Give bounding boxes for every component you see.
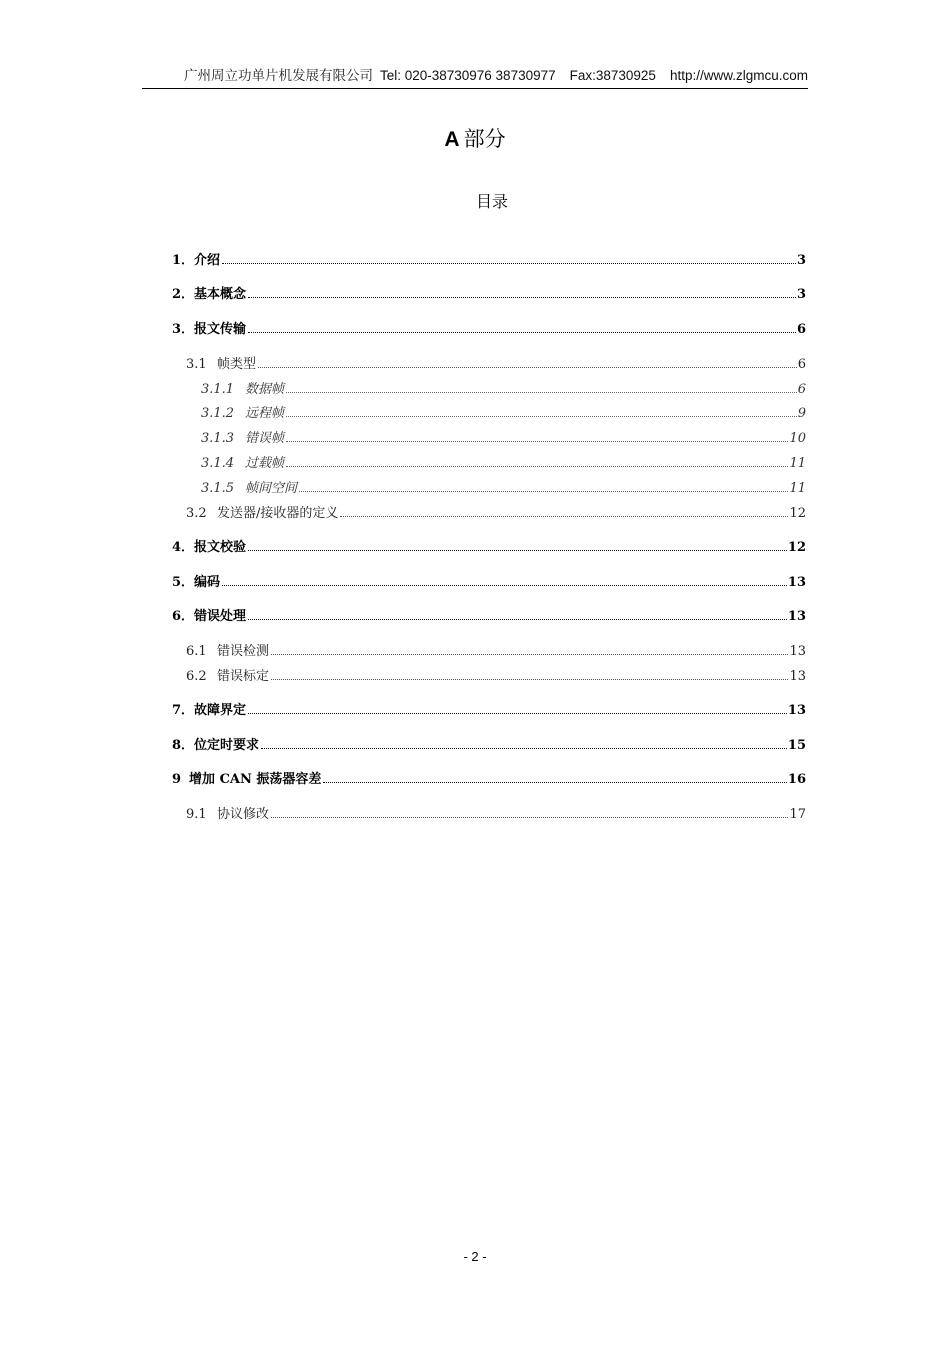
toc-entry-page: 9 [797, 406, 806, 421]
toc-entry[interactable] [172, 320, 806, 340]
toc-entry[interactable] [172, 251, 806, 271]
toc-entry-number: 1． [172, 253, 195, 268]
part-title-letter: A [444, 128, 460, 151]
toc-entry[interactable] [172, 701, 806, 721]
toc-leader-dots [271, 654, 788, 655]
header-tel: Tel: 020-38730976 38730977 [379, 68, 556, 83]
toc-entry-page: 6 [797, 357, 806, 372]
toc-entry-title: 数据帧 [245, 382, 285, 397]
toc-entry-page: 10 [789, 431, 806, 446]
toc-entry-title: 错误检测 [217, 644, 270, 659]
toc-leader-dots [271, 679, 788, 680]
toc-entry-title: 远程帧 [245, 406, 285, 421]
page-number: - 2 - [463, 1249, 487, 1264]
toc-entry[interactable] [172, 538, 806, 558]
toc-leader-dots [248, 619, 787, 620]
toc-entry[interactable] [172, 285, 806, 305]
toc-entry-title: 错误帧 [245, 431, 285, 446]
toc-leader-dots [222, 585, 787, 586]
toc-entry-title: 介绍 [194, 253, 221, 268]
toc-entry[interactable] [186, 667, 806, 687]
toc-entry-page: 6 [797, 382, 806, 397]
toc-entry[interactable] [172, 770, 806, 790]
toc-entry-number: 9.1 [186, 807, 207, 822]
part-title-text: 部分 [463, 127, 506, 151]
toc-entry-title: 增加 CAN 振荡器容差 [189, 772, 322, 787]
toc-entry-page: 17 [789, 807, 806, 822]
toc-entry-title: 协议修改 [217, 807, 270, 822]
toc-entry-title: 发送器/接收器的定义 [217, 506, 339, 521]
toc-entry-number: 3.2 [186, 506, 207, 521]
toc-entry-number: 3.1.1 [201, 382, 235, 397]
toc-entry-title: 错误标定 [217, 669, 270, 684]
toc-entry-title: 故障界定 [194, 703, 247, 718]
toc-entry[interactable] [186, 355, 806, 375]
toc-entry-number: 4． [172, 540, 195, 555]
toc-entry-page: 13 [787, 609, 806, 624]
toc-entry-page: 15 [787, 738, 806, 753]
toc-entry-title: 帧间空间 [245, 481, 298, 496]
toc-entry[interactable] [172, 607, 806, 627]
toc-entry-number: 6.1 [186, 644, 207, 659]
toc-entry-number: 3.1.4 [201, 456, 235, 471]
toc-entry-title: 过载帧 [245, 456, 285, 471]
toc-entry[interactable] [186, 805, 806, 825]
toc-entry-page: 3 [796, 253, 806, 268]
toc-entry-number: 3． [172, 322, 195, 337]
toc-entry-title: 编码 [194, 575, 221, 590]
toc-leader-dots [286, 441, 788, 442]
toc-entry-title: 报文传输 [194, 322, 247, 337]
toc-entry-number: 3.1.3 [201, 431, 235, 446]
toc-entry[interactable] [201, 380, 806, 400]
toc-entry-title: 位定时要求 [194, 738, 260, 753]
part-title [0, 124, 950, 155]
toc-leader-dots [323, 782, 786, 783]
toc-leader-dots [286, 466, 788, 467]
toc-entry-page: 12 [787, 540, 806, 555]
toc-leader-dots [248, 332, 796, 333]
toc-entry-title: 基本概念 [194, 287, 247, 302]
toc-entry-number: 7． [172, 703, 195, 718]
toc-entry-title: 错误处理 [194, 609, 247, 624]
toc-entry-page: 11 [789, 456, 806, 471]
page-header [142, 66, 808, 89]
toc-entry-number: 3.1.2 [201, 406, 235, 421]
toc-entry-title: 报文校验 [194, 540, 247, 555]
toc-leader-dots [340, 516, 788, 517]
toc-entry[interactable] [201, 404, 806, 424]
toc-entry-page: 13 [789, 644, 806, 659]
toc-leader-dots [248, 713, 787, 714]
toc-entry[interactable] [201, 479, 806, 499]
toc-entry-number: 9 [172, 772, 182, 787]
toc-leader-dots [271, 817, 788, 818]
toc-entry[interactable] [172, 736, 806, 756]
toc-entry-page: 13 [787, 575, 806, 590]
header-url[interactable]: http://www.zlgmcu.com [669, 68, 808, 83]
toc-leader-dots [222, 263, 796, 264]
toc-leader-dots [248, 297, 796, 298]
toc-entry-number: 3.1 [186, 357, 207, 372]
toc-entry-number: 3.1.5 [201, 481, 235, 496]
toc-leader-dots [286, 416, 797, 417]
toc-entry[interactable] [172, 573, 806, 593]
toc-entry-number: 6.2 [186, 669, 207, 684]
toc-entry-page: 3 [796, 287, 806, 302]
toc-heading: 目录 [475, 192, 508, 211]
toc-entry-page: 6 [796, 322, 806, 337]
toc-entry-page: 13 [789, 669, 806, 684]
toc-entry-title: 帧类型 [217, 357, 257, 372]
toc-entry-number: 5． [172, 575, 195, 590]
toc-leader-dots [286, 392, 797, 393]
toc-leader-dots [258, 367, 797, 368]
header-company: 广州周立功单片机发展有限公司 [183, 68, 373, 84]
toc-leader-dots [261, 748, 787, 749]
toc-entry-number: 2． [172, 287, 195, 302]
toc-entry-number: 8． [172, 738, 195, 753]
toc-entry[interactable] [186, 504, 806, 524]
toc-entry-page: 16 [787, 772, 806, 787]
toc-entry[interactable] [201, 429, 806, 449]
toc-entry[interactable] [201, 454, 806, 474]
toc-entry-page: 13 [787, 703, 806, 718]
toc-entry-page: 12 [789, 506, 806, 521]
toc-leader-dots [248, 550, 787, 551]
toc-entry-number: 6． [172, 609, 195, 624]
toc-entry-page: 11 [789, 481, 806, 496]
toc-leader-dots [299, 491, 788, 492]
header-fax: Fax:38730925 [569, 68, 656, 83]
toc-entry[interactable] [186, 642, 806, 662]
